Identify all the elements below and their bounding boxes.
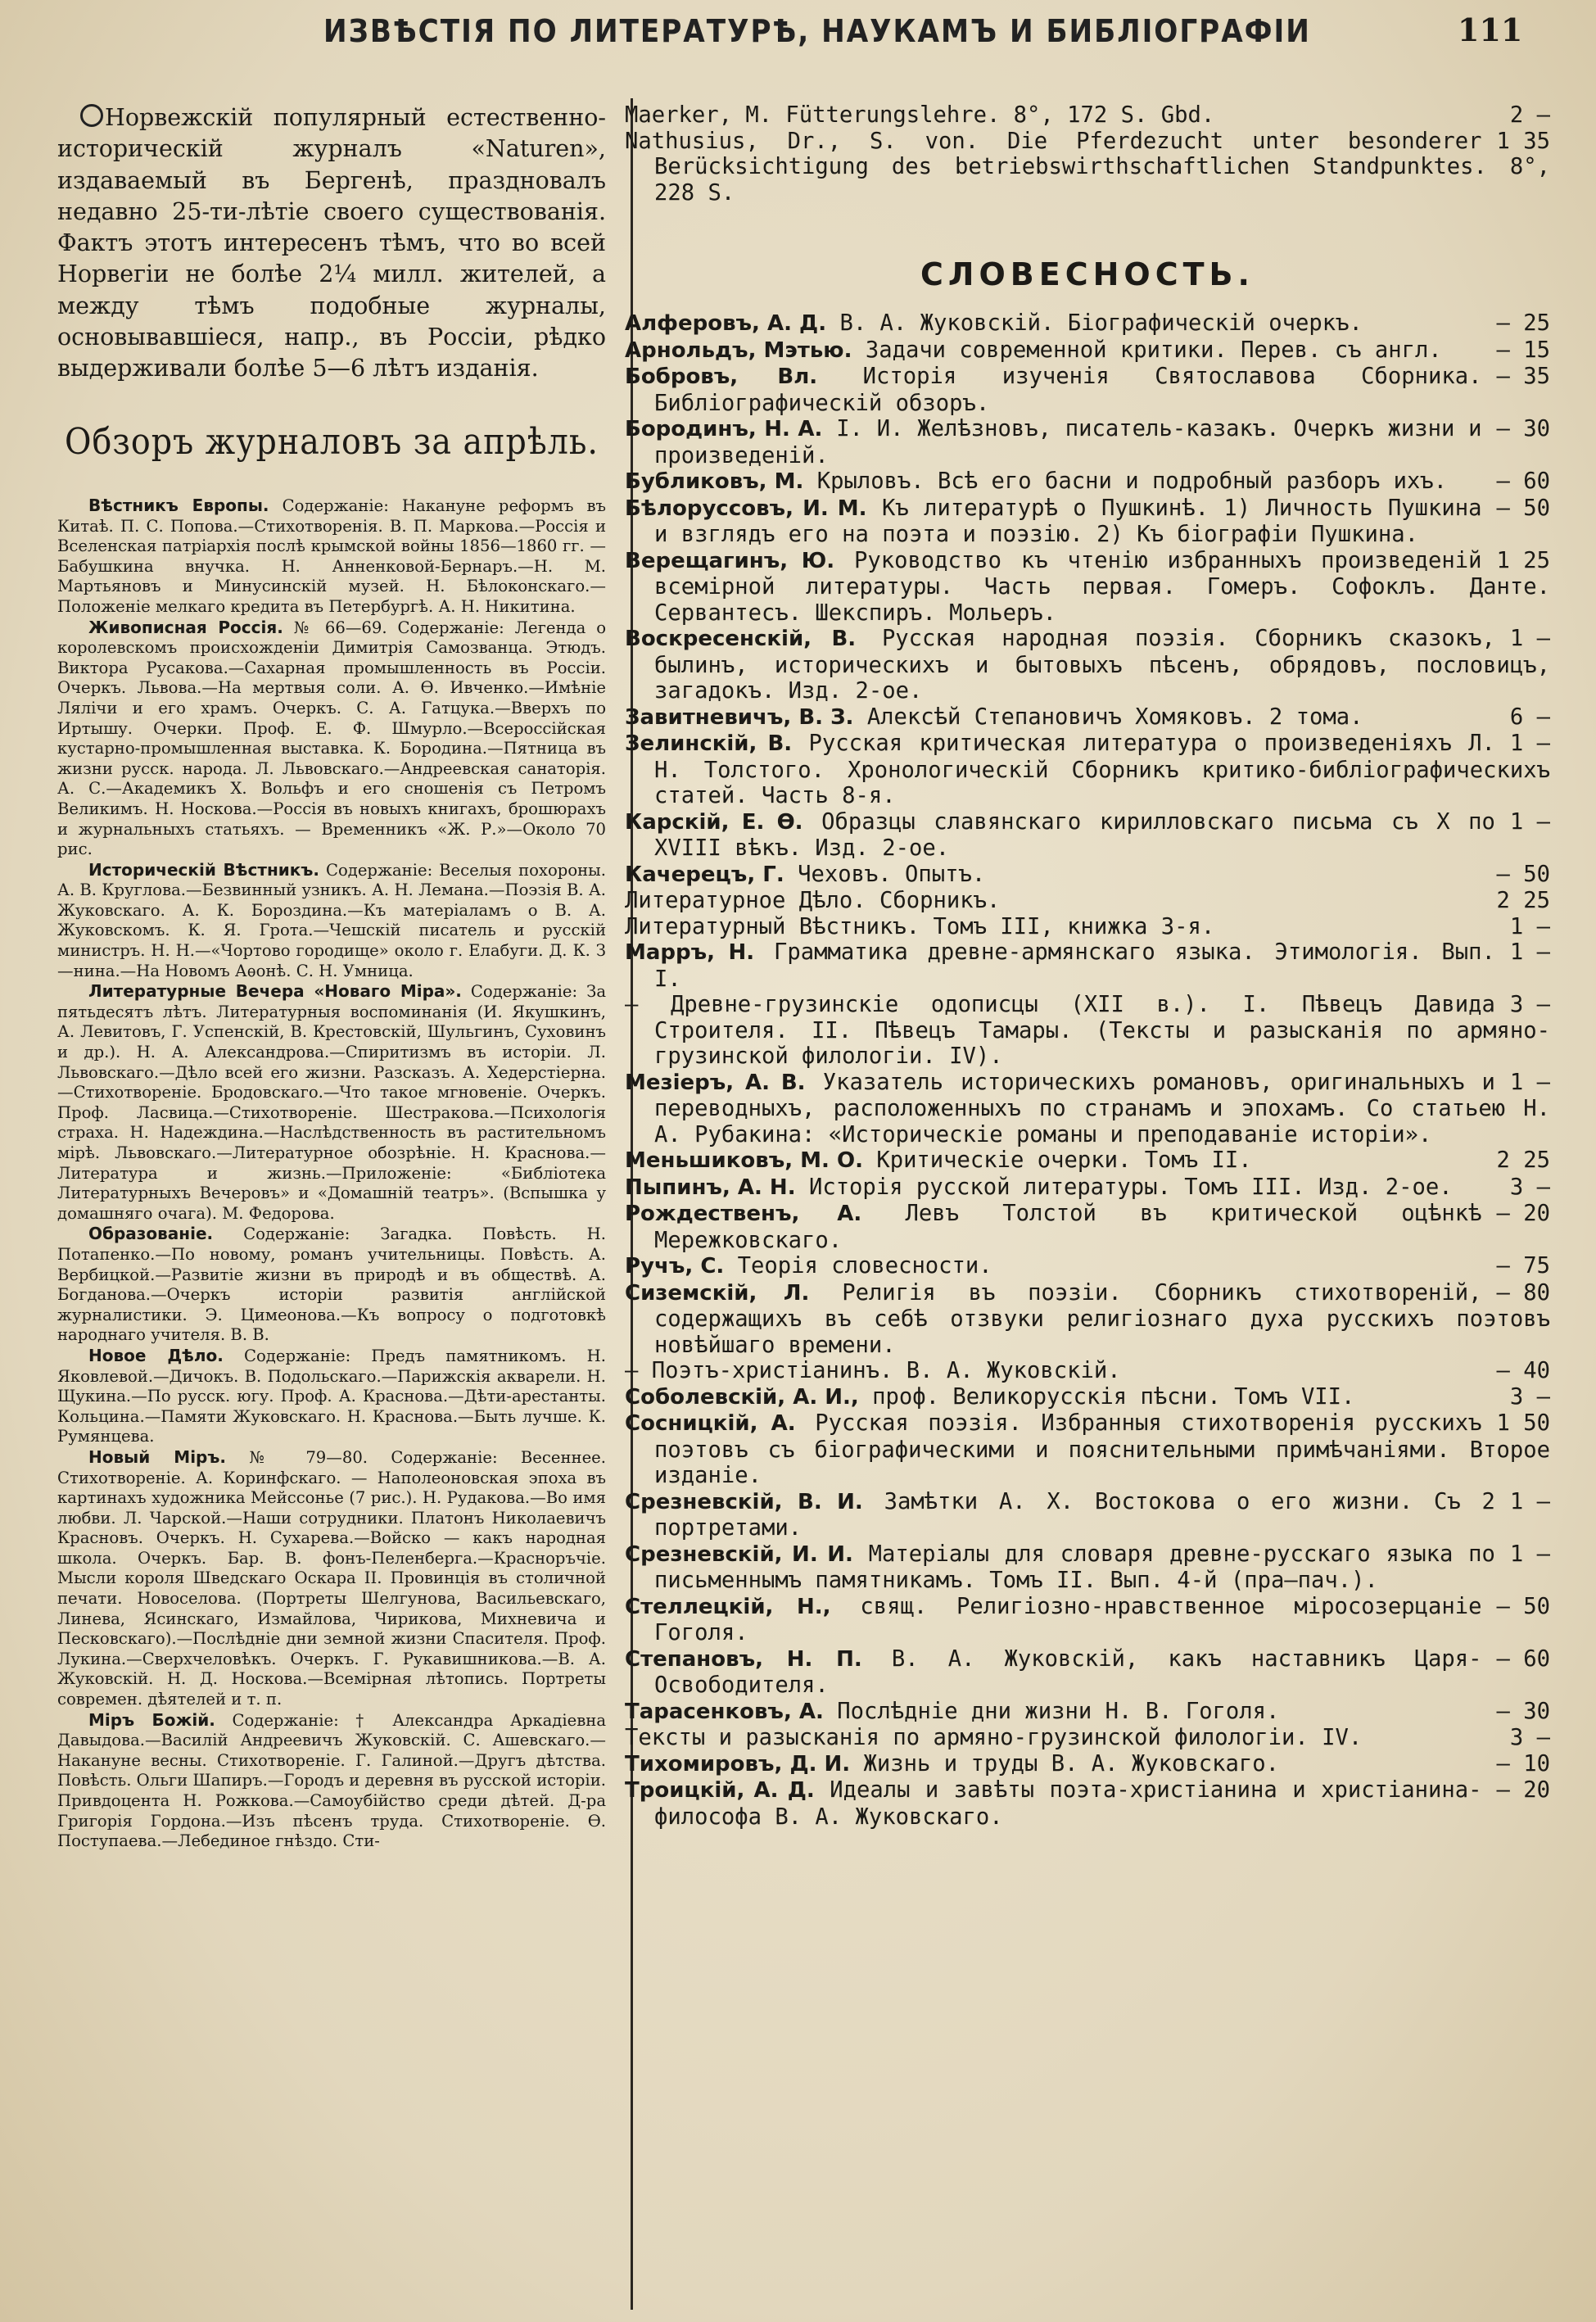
bibliography-entry — [625, 1594, 1550, 1646]
entry-title: Крыловъ. Всѣ его басни и подробный разборъ ихъ. — [816, 468, 1448, 494]
bibliography-entry — [625, 468, 1550, 496]
right-column — [625, 102, 1550, 1830]
entry-price: 1 — — [1509, 913, 1550, 939]
entry-author: Бобровъ, Вл. — [625, 364, 818, 389]
entry-price: — 30 — [1496, 416, 1550, 441]
journal-contents: № 66—69. Содержаніе: Легенда о королевскомъ происхожденіи Димитрія Самозванца. Этюдъ. Виктора Русакова.—Сахарная промышленность въ Россіи. Очеркъ. Львова.—На мертвыя соли. А. Ө. Ивченко.—Имѣніе Лялічи и его храмъ. Очеркъ. С. А. Гатцука.—Вверхъ по Иртышу. Очерки. Проф. Е. Ф. Шмурло.—Всероссійская кустарно-промышленная выставка. К. Бородина.—Пятница въ жизни русск. народа. Л. Львовскаго.—Андреевская санаторія. А. С.—Академикъ Х. Вольфъ и его сношенія съ Петромъ Великимъ. Н. Носкова.—Россія въ новыхъ книгахъ, брошюрахъ и журнальныхъ статьяхъ. — Временникъ «Ж. Р.»—Около 70 рис. — [57, 618, 607, 859]
bibliography-entry — [625, 992, 1550, 1070]
bibliography-entry — [625, 862, 1550, 889]
entry-title: І. И. Желѣзновъ, писатель-казакъ. Очеркъ жизни и произведеній. — [654, 416, 1482, 468]
entry-title: Nathusius, Dr., S. von. Die Pferdezucht unter besonderer Berücksichtigung des betriebswirthschaftlichen Standpunktes. 8°, 228 S. — [625, 128, 1550, 206]
entry-title: Грамматика древне-армянскаго языка. Этимологія. Вып. I. — [654, 939, 1495, 992]
entry-price: 1 — — [1509, 1488, 1550, 1514]
bibliography-entry — [625, 496, 1550, 548]
entry-price: — 35 — [1496, 364, 1550, 389]
entry-author: Марръ, Н. — [625, 940, 755, 965]
entry-author: Тихомировъ, Д. И. — [625, 1751, 851, 1777]
entry-title: Идеалы и завѣты поэта-христіанина и христіанина-философа В. А. Жуковскаго. — [654, 1777, 1482, 1830]
page-header — [0, 8, 1596, 57]
entry-author: Завитневичъ, В. З. — [625, 704, 854, 730]
entry-title: Русская поэзія. Избранныя стихотворенія русскихъ поэтовъ съ біографическими и пояснительными примѣчаніями. Второе изданіе. — [654, 1410, 1550, 1488]
entry-title: Къ литературѣ о Пушкинѣ. 1) Личность Пушкина и взглядъ его на поэта и поэзію. 2) Къ біографіи Пушкина. — [654, 495, 1482, 547]
entry-title: Русская критическая литература о произведеніяхъ Л. Н. Толстого. Хронологическій Сборникъ критико-библіографическихъ статей. Часть 8-я. — [654, 731, 1550, 808]
entry-title: Литературное Дѣло. Сборникъ. — [625, 888, 1001, 913]
journal-title: Новое Дѣло. — [88, 1345, 224, 1365]
entry-price: 1 — — [1509, 808, 1550, 835]
bullet-mark-icon — [80, 104, 103, 127]
bibliography-entry — [625, 731, 1550, 809]
entry-price: 1 — — [1509, 626, 1550, 651]
entry-title: Матеріалы для словаря древне-русскаго языка по письменнымъ памятникамъ. Томъ II. Вып. 4-й (пра—пач.). — [654, 1541, 1495, 1593]
section-heading: СЛОВЕСНОСТЬ. — [920, 256, 1255, 292]
entry-title: Алексѣй Степановичъ Хомяковъ. 2 тома. — [866, 704, 1363, 730]
bibliography-entry — [625, 809, 1550, 862]
entry-price: 3 — — [1509, 1383, 1550, 1410]
entry-author: Алферовъ, А. Д. — [625, 311, 827, 336]
bibliography-entry — [625, 416, 1550, 468]
entry-title: свящ. Религіозно-нравственное міросозерцаніе Гоголя. — [654, 1593, 1482, 1645]
entry-title: Теорія словесности. — [737, 1253, 992, 1279]
journal-review — [57, 496, 606, 618]
entry-author: Рождественъ, А. — [625, 1202, 862, 1226]
entry-price: — 25 — [1496, 310, 1550, 336]
bibliography-entry — [625, 1253, 1550, 1280]
entry-title: Религія въ поэзіи. Сборникъ стихотвореній, содержащихъ въ себѣ отзвуки религіознаго духа русскихъ поэтовъ новѣйшаго времени. — [654, 1279, 1550, 1358]
bibliography-entry — [625, 1280, 1550, 1359]
entry-title: Maerker, M. Fütterungslehre. 8°, 172 S. Gbd. — [625, 102, 1215, 128]
entry-price: — 50 — [1496, 495, 1550, 521]
journal-review — [57, 1346, 606, 1447]
bibliography-entry — [625, 939, 1550, 992]
entry-author: Бородинъ, Н. А. — [625, 417, 823, 441]
entry-author: Качерецъ, Г. — [625, 862, 784, 887]
entry-price: 2 — — [1509, 102, 1550, 128]
entry-author: Степановъ, Н. П. — [625, 1646, 862, 1672]
entry-price: 3 — — [1509, 1725, 1550, 1750]
journal-contents: Содержаніе: Загадка. Повѣсть. Н. Потапенко.—По новому, романъ учительницы. Повѣсть. А. Вербицкой.—Развитіе жизни въ природѣ и въ обществѣ. А. Богданова.—Очеркъ исторіи развитія англійской журналистики. Э. Цимеонова.—Къ вопросу о подготовкѣ народнаго учителя. В. В. — [57, 1224, 606, 1345]
news-notice-text: Норвежскій популярный естественно-историческій журналъ «Naturen», издаваемый въ Бергенѣ, праздновалъ недавно 25-ти-лѣтіе своего существованія. Фактъ этотъ интересенъ тѣмъ, что во всей Норвегіи не болѣе 2¼ милл. жителей, а между тѣмъ подобные журналы, основывавшіеся, напр., въ Россіи, рѣдко выдерживали болѣе 5—6 лѣтъ изданія. — [57, 104, 606, 382]
entry-price: — 40 — [1496, 1358, 1550, 1383]
entry-title: Жизнь и труды В. А. Жуковскаго. — [863, 1750, 1279, 1777]
entry-title: Литературный Вѣстникъ. Томъ III, книжка 3-я. — [625, 913, 1215, 939]
journal-contents: Содержаніе: За пятьдесятъ лѣтъ. Литературныя воспоминанія (И. Якушкинъ, А. Левитовъ, Г. Успенскій, В. Крестовскій, Шульгинъ, Суховинъ и др.). Н. А. Александрова.—Спиритизмъ въ исторіи. Л. Львовскаго.—Дѣло всей его жизни. Разсказъ. А. Хедерстіерна.—Стихотвореніе. Бродовскаго.—Что такое мгновеніе. Очеркъ. Проф. Ласвица.—Стихотвореніе. Шестракова.—Психологія страха. Н. Надеждина.—Наслѣдственность въ растительномъ мірѣ. Львовскаго.—Литературное обозрѣніе. Н. Краснова.—Литература и жизнь.—Приложеніе: «Библіотека Литературныхъ Вечеровъ» и «Домашній театръ». (Вспышка у домашняго очага). М. Федорова. — [57, 982, 607, 1223]
entry-title: Указатель историческихъ романовъ, оригинальныхъ и переводныхъ, расположенныхъ по странамъ и эпохамъ. Со статьею Н. А. Рубакина: «Историческіе романы и преподаваніе исторіи». — [654, 1069, 1550, 1147]
entry-title: Исторія изученія Святославова Сборника. Библіографическій обзоръ. — [654, 364, 1482, 416]
entry-author: Арнольдъ, Мэтью. — [625, 337, 852, 363]
entry-price: — 50 — [1496, 861, 1550, 887]
journal-title: Міръ Божій. — [88, 1709, 215, 1730]
journal-title: Живописная Россія. — [88, 617, 283, 637]
entry-author: Бѣлоруссовъ, И. М. — [625, 496, 867, 521]
journal-title: Историческій Вѣстникъ. — [88, 859, 319, 880]
entry-title: Образцы славянскаго кирилловскаго письма съ X по XVIII вѣкъ. Изд. 2-ое. — [654, 808, 1495, 861]
literature-entries — [625, 310, 1550, 1830]
entry-price: — 50 — [1496, 1593, 1550, 1619]
entry-price: 3 — — [1509, 1174, 1550, 1200]
entry-price: — 80 — [1496, 1279, 1550, 1306]
bibliography-entry — [625, 626, 1550, 704]
page-number: 111 — [1458, 11, 1523, 48]
entry-price: — 20 — [1496, 1201, 1550, 1226]
entry-title: — Древне-грузинскіе одописцы (XII в.). I. Пѣвецъ Давида Строителя. II. Пѣвецъ Тамары. (Тексты и разысканія по армяно-грузинской филологіи. IV). — [625, 992, 1550, 1069]
entry-author: Соболевскій, А. И., — [625, 1384, 859, 1410]
entry-title: Тексты и разысканія по армяно-грузинской филологіи. IV. — [625, 1725, 1363, 1750]
entry-author: Тарасенковъ, А. — [625, 1699, 824, 1724]
entry-price: 1 — — [1509, 731, 1550, 756]
entry-title: — Поэтъ-христіанинъ. В. А. Жуковскій. — [625, 1358, 1121, 1383]
journal-contents: № 79—80. Содержаніе: Весеннее. Стихотвореніе. А. Коринфскаго. — Наполеоновская эпоха въ картинахъ художника Мейссонье (7 рис.). Н. Рудакова.—Во имя любви. Л. Чарской.—Наши сотрудники. Платонъ Николаевичъ Красновъ. Очеркъ. Н. Сухарева.—Войско — какъ народная школа. Очеркъ. Бар. В. фонъ-Пеленберга.—Красноръчіе. Мысли короля Шведскаго Оскара II. Провинція въ столичной печати. Новоселова. (Портреты Шелгунова, Васильевскаго, Линева, Ясинскаго, Измайлова, Чирикова, Михневича и Песковскаго).—Послѣдніе дни земной жизни Спасителя. Проф. Лукина.—Сверхчеловѣкъ. Очеркъ. Г. Рукавишникова.—В. А. Жуковскій. Н. Д. Носкова.—Всемірная лѣтопись. Портреты современ. дѣятелей и т. п. — [57, 1447, 606, 1709]
entry-author: Верещагинъ, Ю. — [625, 548, 835, 573]
bibliography-entry — [625, 1725, 1550, 1751]
bibliography-entry — [625, 1201, 1550, 1253]
running-title: ИЗВѢСТІЯ ПО ЛИТЕРАТУРѢ, НАУКАМЪ И БИБЛІОГРАФІИ — [323, 13, 1311, 49]
journal-contents: Содержаніе: Предъ памятникомъ. Н. Яковлевой.—Дичокъ. В. Подольскаго.—Парижскія акварели. Н. Щукина.—По русск. югу. Проф. А. Краснова.—Дѣти-арестанты. Кольцина.—Памяти Жуковскаго. Н. Краснова.—Быть лучше. К. Румянцева. — [57, 1346, 607, 1446]
bibliography-entry — [625, 1751, 1550, 1778]
entry-price: 2 25 — [1496, 888, 1550, 913]
entry-price: 2 25 — [1496, 1147, 1550, 1173]
entry-title: Русская народная поэзія. Сборникъ сказокъ, былинъ, историческихъ и бытовыхъ пѣсенъ, обрядовъ, пословицъ, загадокъ. Изд. 2-ое. — [654, 626, 1550, 704]
entry-price: 1 — — [1509, 1541, 1550, 1567]
journal-review — [57, 1710, 606, 1852]
entry-author: Мезіеръ, А. В. — [625, 1070, 806, 1095]
journal-contents: Содержаніе: † Александра Аркадіевна Давыдова.—Василій Андреевичъ Жуковскій. С. Ашевскаго.—Накануне весны. Стихотвореніе. Г. Галиной.—Другъ дѣтства. Повѣсть. Ольги Шапиръ.—Городъ и деревня въ русской исторіи. Привдоцента Н. Рожкова.—Самоубійство среди дѣтей. Д-ра Григорія Гордона.—Изъ пѣсенъ труда. Стихотвореніе. Ѳ. Поступаева.—Лебединое гнѣздо. Сти- — [57, 1710, 606, 1851]
bibliography-entry — [625, 337, 1550, 364]
journal-review — [57, 1224, 606, 1346]
entry-price: 1 — — [1509, 1069, 1550, 1095]
entry-price: 6 — — [1509, 704, 1550, 730]
bibliography-entry — [625, 888, 1550, 914]
entry-author: Срезневскій, В. И. — [625, 1489, 863, 1514]
entry-author: Срезневскій, И. И. — [625, 1541, 853, 1567]
bibliography-entry — [625, 1070, 1550, 1148]
entry-title: В. А. Жуковскій, какъ наставникъ Царя-Освободителя. — [654, 1645, 1482, 1698]
entry-price: — 60 — [1496, 1645, 1550, 1672]
bibliography-entry — [625, 364, 1550, 416]
entry-title: Исторія русской литературы. Томъ III. Изд. 2-ое. — [808, 1174, 1453, 1200]
entry-price: — 75 — [1496, 1253, 1550, 1279]
entry-author: Бубликовъ, М. — [625, 469, 804, 494]
entry-author: Стеллецкій, Н., — [625, 1594, 831, 1619]
entry-author: Троицкій, А. Д. — [625, 1778, 815, 1803]
bibliography-entry — [625, 102, 1550, 129]
entry-title: Критическіе очерки. Томъ II. — [876, 1147, 1252, 1173]
entry-title: В. А. Жуковскій. Біографическій очеркъ. — [839, 310, 1363, 336]
bibliography-entry — [625, 1541, 1550, 1594]
german-entries — [625, 102, 1550, 206]
bibliography-entry — [625, 914, 1550, 940]
bibliography-entry — [625, 1489, 1550, 1541]
entry-price: 1 35 — [1496, 128, 1550, 154]
entry-title: Задачи современной критики. Перев. съ англ. — [865, 337, 1442, 363]
entry-author: Зелинскій, В. — [625, 731, 793, 756]
left-column — [57, 102, 606, 1852]
entry-price: 1 25 — [1496, 547, 1550, 573]
entry-price: 1 — — [1509, 939, 1550, 965]
entry-author: Сиземскій, Л. — [625, 1280, 810, 1306]
entry-price: — 30 — [1496, 1698, 1550, 1724]
news-notice — [57, 102, 606, 385]
journal-title: Литературные Вечера «Новаго Міра». — [88, 981, 462, 1002]
journal-contents: Содержаніе: Веселыя похороны. А. В. Круглова.—Безвинный узникъ. А. Н. Лемана.—Поэзія В. А. Жуковскаго. А. К. Бороздина.—Къ матеріаламъ о В. А. Жуковскомъ. К. Я. Грота.—Чешскій писатель и русскій министръ. Н. Н.—«Чортово городище» около г. Елабуги. Д. К. З—нина.—На Новомъ Аѳонѣ. С. Н. Умница. — [57, 860, 606, 980]
journal-review — [57, 1447, 606, 1710]
entry-title: Руководство къ чтенію избранныхъ произведеній всемірной литературы. Часть первая. Гомеръ. Софоклъ. Данте. Сервантесъ. Шекспиръ. Мольеръ. — [654, 547, 1550, 626]
entry-author: Ручъ, С. — [625, 1254, 725, 1279]
journal-title: Новый Міръ. — [88, 1446, 227, 1467]
entry-price: 1 50 — [1496, 1410, 1550, 1436]
bibliography-entry — [625, 310, 1550, 337]
journal-review-list — [57, 496, 606, 1852]
entry-price: — 15 — [1496, 337, 1550, 363]
bibliography-entry — [625, 1147, 1550, 1175]
entry-author: Пыпинъ, А. Н. — [625, 1175, 796, 1200]
bibliography-entry — [625, 1175, 1550, 1202]
entry-title: проф. Великорусскія пѣсни. Томъ VII. — [872, 1383, 1355, 1410]
bibliography-entry — [625, 1384, 1550, 1411]
entry-author: Воскресенскій, В. — [625, 627, 857, 651]
bibliography-entry — [625, 1777, 1550, 1830]
bibliography-entry — [625, 548, 1550, 627]
bibliography-entry — [625, 704, 1550, 731]
entry-title: Левъ Толстой въ критической оцѣнкѣ Мережковскаго. — [654, 1201, 1482, 1253]
journal-title: Образованіе. — [88, 1224, 214, 1244]
bibliography-entry — [625, 1699, 1550, 1726]
entry-author: Сосницкій, А. — [625, 1411, 796, 1436]
entry-title: Чеховъ. Опытъ. — [798, 861, 986, 887]
journal-review — [57, 860, 606, 982]
entry-price: — 10 — [1496, 1750, 1550, 1777]
bibliography-entry — [625, 1646, 1550, 1699]
entry-title: Послѣдніе дни жизни Н. В. Гоголя. — [837, 1698, 1280, 1724]
entry-price: 3 — — [1509, 992, 1550, 1017]
review-heading: Обзоръ журналовъ за апрѣль. — [65, 421, 599, 463]
bibliography-entry — [625, 1358, 1550, 1384]
entry-price: — 20 — [1496, 1777, 1550, 1803]
journal-review — [57, 981, 606, 1224]
journal-contents: Содержаніе: Накануне реформъ въ Китаѣ. П. С. Попова.—Стихотворенія. В. П. Маркова.—Россія и Вселенская патріархія послѣ крымской войны 1856—1860 гг. — Бабушкина внучка. Н. Анненковой-Бернаръ.—Н. М. Мартьяновъ и Минусинскій музей. Н. Бѣлоконскаго.—Положеніе мелкаго кредита въ Петербургѣ. А. Н. Никитина. — [57, 496, 606, 616]
bibliography-entry — [625, 129, 1550, 206]
entry-author: Меньшиковъ, М. О. — [625, 1148, 863, 1173]
entry-price: — 60 — [1496, 468, 1550, 494]
bibliography-entry — [625, 1410, 1550, 1489]
entry-title: Замѣтки А. Х. Востокова о его жизни. Съ 2 портретами. — [654, 1488, 1495, 1541]
journal-review — [57, 618, 606, 860]
journal-title: Вѣстникъ Европы. — [88, 496, 269, 515]
entry-author: Карскій, Е. Ѳ. — [625, 809, 803, 835]
